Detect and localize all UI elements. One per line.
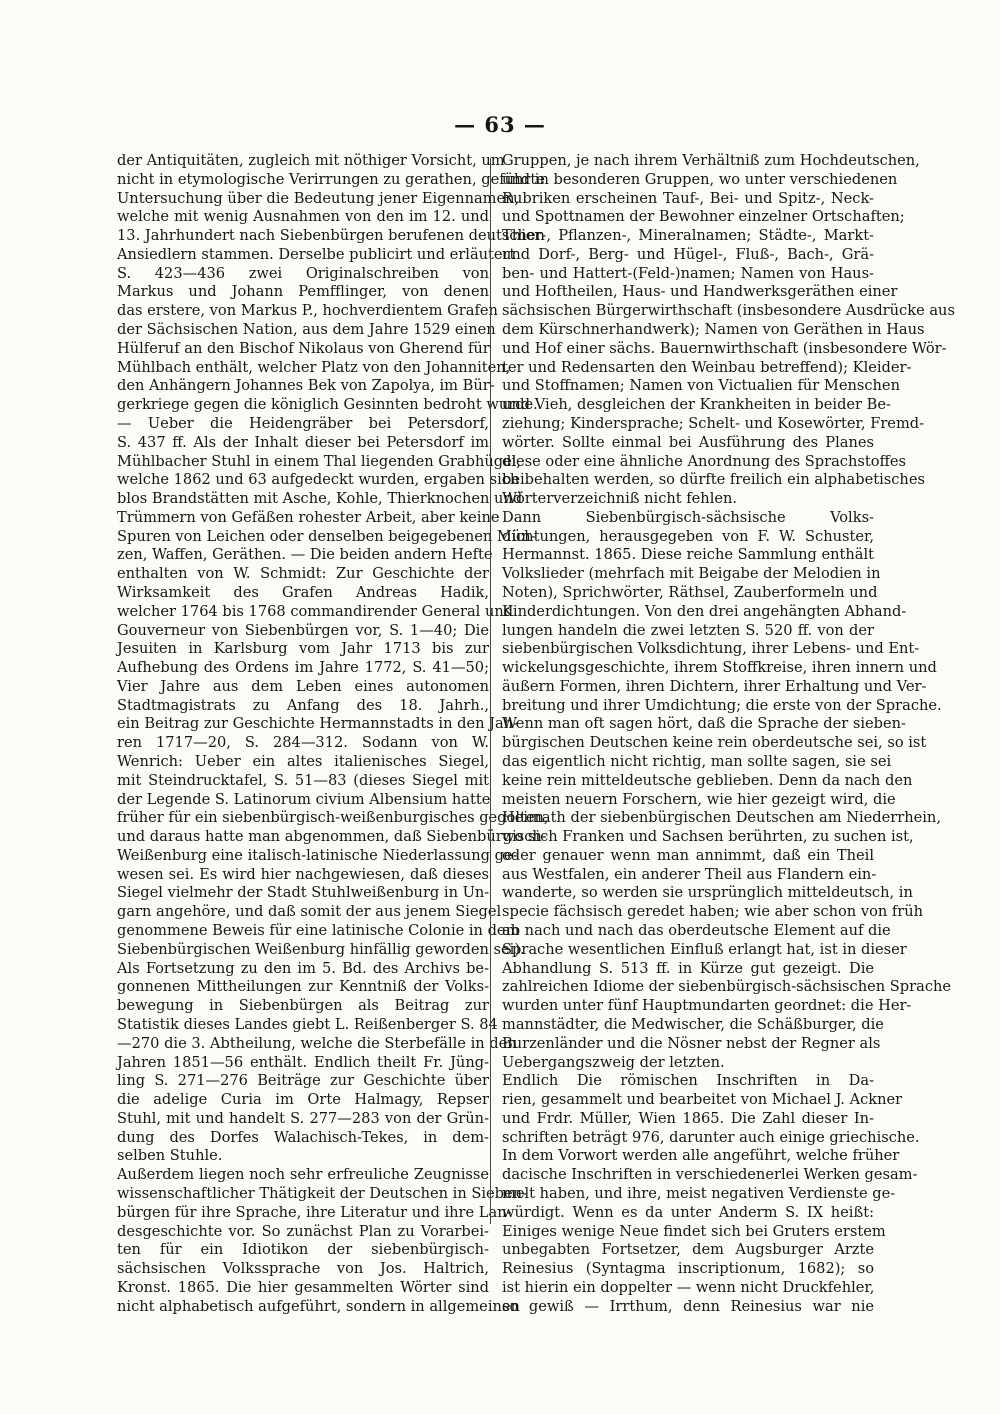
- text-line: Sprache wesentlichen Einfluß erlangt hat, ist in dieser: [502, 940, 907, 958]
- text-line: selben Stuhle.: [117, 1147, 223, 1165]
- text-line: Stadtmagistrats zu Anfang des 18. Jahrh.,: [117, 696, 489, 714]
- text-line: ziehung; Kindersprache; Schelt- und Kosewörter, Fremd-: [502, 414, 925, 432]
- text-line: enthalten von W. Schmidt: Zur Geschichte der: [117, 565, 489, 583]
- text-line: der Antiquitäten, zugleich mit nöthiger Vorsicht, um: [117, 152, 505, 169]
- text-line: welcher 1764 bis 1768 commandirender General und: [117, 602, 514, 620]
- text-line: Einiges wenige Neue findet sich bei Gruters erstem: [502, 1222, 886, 1240]
- text-line: Kinderdichtungen. Von den drei angehängten Abhand-: [502, 602, 907, 620]
- text-line: S. 423—436 zwei Originalschreiben von: [117, 264, 489, 282]
- text-line: gonnenen Mittheilungen zur Kenntniß der Volks-: [117, 978, 489, 996]
- text-line: genommene Beweis für eine latinische Colonie in dem: [117, 922, 520, 940]
- text-line: dem Kürschnerhandwerk); Namen von Geräthen in Haus: [502, 321, 925, 339]
- text-line: mannstädter, die Medwischer, die Schäßburger, die: [502, 1015, 884, 1033]
- text-line: Gruppen, je nach ihrem Verhältniß zum Hochdeutschen,: [502, 152, 920, 169]
- text-line: dichtungen, herausgegeben von F. W. Schuster,: [502, 527, 874, 545]
- text-line: oder genauer wenn man annimmt, daß ein Theil: [502, 846, 874, 864]
- text-line: würdigt. Wenn es da unter Anderm S. IX heißt:: [502, 1203, 874, 1221]
- text-line: melt haben, und ihre, meist negativen Verdienste ge-: [502, 1184, 896, 1202]
- text-line: ling S. 271—276 Beiträge zur Geschichte über: [117, 1072, 489, 1090]
- text-line: ab nach und nach das oberdeutsche Element auf die: [502, 922, 891, 940]
- text-line: sächsischen Volkssprache von Jos. Haltrich,: [117, 1260, 489, 1278]
- text-line: wörter. Sollte einmal bei Ausführung des Planes: [502, 433, 874, 451]
- text-line: Jesuiten in Karlsburg vom Jahr 1713 bis zur: [117, 640, 489, 658]
- text-line: und Dorf-, Berg- und Hügel-, Fluß-, Bach-, Grä-: [502, 245, 874, 263]
- text-line: gerkriege gegen die königlich Gesinnten bedroht wurde.: [117, 396, 538, 414]
- text-line: Jahren 1851—56 enthält. Endlich theilt Fr. Jüng-: [117, 1053, 489, 1071]
- text-line: desgeschichte vor. So zunächst Plan zu Vorarbei-: [117, 1222, 489, 1240]
- text-line: sächsischen Bürgerwirthschaft (insbesondere Ausdrücke aus: [502, 302, 955, 320]
- text-line: welche 1862 und 63 aufgedeckt wurden, ergaben sich: [117, 471, 520, 489]
- left-text-column: [117, 152, 549, 1316]
- text-line: ter und Redensarten den Weinbau betreffend); Kleider-: [502, 358, 912, 376]
- text-line: Volkslieder (mehrfach mit Beigabe der Melodien in: [502, 565, 881, 583]
- text-line: früher für ein siebenbürgisch-weißenburgisches gegolten,: [117, 809, 549, 827]
- text-line: Dann Siebenbürgisch-sächsische Volks-: [502, 508, 874, 526]
- text-line: Rubriken erscheinen Tauf-, Bei- und Spitz-, Neck-: [502, 189, 874, 207]
- text-line: und Vieh, desgleichen der Krankheiten in beider Be-: [502, 396, 891, 414]
- text-line: wurden unter fünf Hauptmundarten geordnet: die Her-: [502, 997, 912, 1015]
- text-line: Gouverneur von Siebenbürgen vor, S. 1—40; Die: [117, 621, 489, 639]
- text-line: Burzenländer und die Nösner nebst der Regner als: [502, 1034, 881, 1052]
- text-line: wesen sei. Es wird hier nachgewiesen, daß dieses: [117, 865, 489, 883]
- text-line: Wörterverzeichniß nicht fehlen.: [502, 490, 738, 508]
- text-line: die adelige Curia im Orte Halmagy, Repser: [117, 1091, 489, 1109]
- text-line: Mühlbacher Stuhl in einem Thal liegenden Grabhügel,: [117, 452, 522, 470]
- text-line: Vier Jahre aus dem Leben eines autonomen: [117, 677, 489, 695]
- text-line: specie fächsisch geredet haben; wie aber schon von früh: [502, 903, 924, 921]
- text-line: der Legende S. Latinorum civium Albensium hatte: [117, 790, 491, 808]
- text-line: schriften beträgt 976, darunter auch einige griechische.: [502, 1128, 920, 1146]
- text-line: dacische Inschriften in verschiedenerlei Werken gesam-: [502, 1166, 918, 1184]
- text-line: — Ueber die Heidengräber bei Petersdorf,: [117, 414, 489, 432]
- text-line: ben- und Hattert-(Feld-)namen; Namen von Haus-: [502, 264, 874, 282]
- text-line: Siegel vielmehr der Stadt Stuhlweißenburg in Un-: [117, 884, 490, 902]
- text-line: und in besonderen Gruppen, wo unter verschiedenen: [502, 170, 898, 188]
- text-line: Aufhebung des Ordens im Jahre 1772, S. 41—50;: [117, 659, 489, 677]
- text-line: Wenn man oft sagen hört, daß die Sprache der sieben-: [502, 715, 906, 733]
- text-line: und Frdr. Müller, Wien 1865. Die Zahl dieser In-: [502, 1109, 874, 1127]
- text-line: zen, Waffen, Geräthen. — Die beiden andern Hefte: [117, 546, 493, 564]
- text-line: bürgen für ihre Sprache, ihre Literatur und ihre Lan-: [117, 1203, 512, 1221]
- text-line: 13. Jahrhundert nach Siebenbürgen berufenen deutschen: [117, 227, 545, 245]
- text-line: lungen handeln die zwei letzten S. 520 ff. von der: [502, 621, 874, 639]
- text-line: wanderte, so werden sie ursprünglich mitteldeutsch, in: [502, 884, 913, 902]
- text-line: ist hierin ein doppelter — wenn nicht Druckfehler,: [502, 1278, 875, 1296]
- right-text-column: [502, 152, 955, 1316]
- text-line: Spuren von Leichen oder denselben beigegebenen Mün-: [117, 527, 536, 545]
- text-line: keine rein mitteldeutsche geblieben. Denn da nach den: [502, 771, 913, 789]
- page-number: — 63 —: [454, 112, 546, 137]
- text-line: und Stoffnamen; Namen von Victualien für Menschen: [502, 377, 900, 395]
- column-divider: [490, 158, 491, 1224]
- text-line: In dem Vorwort werden alle angeführt, welche früher: [502, 1147, 900, 1165]
- text-line: rien, gesammelt und bearbeitet von Michael J. Ackner: [502, 1091, 903, 1109]
- text-line: Uebergangszweig der letzten.: [502, 1053, 725, 1071]
- text-line: Stuhl, mit und handelt S. 277—283 von der Grün-: [117, 1109, 489, 1127]
- text-line: Siebenbürgischen Weißenburg hinfällig geworden sei).: [117, 940, 525, 958]
- text-line: ein Beitrag zur Geschichte Hermannstadts in den Jah-: [117, 715, 519, 733]
- text-line: —270 die 3. Abtheilung, welche die Sterbefälle in den: [117, 1034, 517, 1052]
- text-line: Markus und Johann Pemfflinger, von denen: [117, 283, 489, 301]
- text-line: und daraus hatte man abgenommen, daß Siebenbürgisch-: [117, 828, 547, 846]
- text-line: wickelungsgeschichte, ihrem Stoffkreise, ihren innern und: [502, 659, 937, 677]
- text-line: siebenbürgischen Volksdichtung, ihrer Lebens- und Ent-: [502, 640, 920, 658]
- text-line: Heimath der siebenbürgischen Deutschen am Niederrhein,: [502, 809, 941, 827]
- text-line: nicht in etymologische Verirrungen zu gerathen, geführte: [117, 170, 545, 188]
- text-line: beibehalten werden, so dürfte freilich ein alphabetisches: [502, 471, 925, 489]
- text-line: und Hoftheilen, Haus- und Handwerksgeräthen einer: [502, 283, 898, 301]
- text-line: blos Brandstätten mit Asche, Kohle, Thierknochen und: [117, 490, 523, 508]
- text-line: meisten neuern Forschern, wie hier gezeigt wird, die: [502, 790, 896, 808]
- text-line: der Sächsischen Nation, aus dem Jahre 1529 einen: [117, 321, 496, 339]
- text-line: Noten), Sprichwörter, Räthsel, Zauberformeln und: [502, 583, 878, 601]
- text-line: garn angehöre, und daß somit der aus jenem Siegel: [117, 903, 502, 921]
- text-line: ten für ein Idiotikon der siebenbürgisch-: [117, 1241, 489, 1259]
- text-line: mit Steindrucktafel, S. 51—83 (dieses Siegel mit: [117, 771, 489, 789]
- text-line: und Hof einer sächs. Bauernwirthschaft (insbesondere Wör-: [502, 339, 947, 357]
- text-line: nicht alphabetisch aufgeführt, sondern in allgemeinen: [117, 1297, 520, 1315]
- text-line: Wirksamkeit des Grafen Andreas Hadik,: [117, 583, 489, 601]
- text-line: das eigentlich nicht richtig, man sollte sagen, sie sei: [502, 753, 892, 770]
- text-line: S. 437 ff. Als der Inhalt dieser bei Petersdorf im: [117, 433, 489, 451]
- text-line: dung des Dorfes Walachisch-Tekes, in dem-: [117, 1128, 489, 1146]
- text-line: unbegabten Fortsetzer, dem Augsburger Arzte: [502, 1241, 874, 1259]
- text-line: Mühlbach enthält, welcher Platz von den Johanniten,: [117, 358, 511, 376]
- text-line: und Spottnamen der Bewohner einzelner Ortschaften;: [502, 208, 905, 226]
- text-line: Außerdem liegen noch sehr erfreuliche Zeugnisse: [117, 1166, 489, 1184]
- text-line: zahlreichen Idiome der siebenbürgisch-sächsischen Sprache: [502, 978, 952, 996]
- text-line: Als Fortsetzung zu den im 5. Bd. des Archivs be-: [117, 959, 489, 977]
- text-line: wissenschaftlicher Thätigkeit der Deutschen in Sieben-: [117, 1184, 527, 1202]
- text-line: Statistik dieses Landes giebt L. Reißenberger S. 84: [117, 1015, 498, 1033]
- text-line: den Anhängern Johannes Bek von Zapolya, im Bür-: [117, 377, 495, 395]
- text-line: äußern Formen, ihren Dichtern, ihrer Erhaltung und Ver-: [502, 677, 927, 695]
- text-line: Wenrich: Ueber ein altes italienisches Siegel,: [117, 753, 489, 770]
- text-line: diese oder eine ähnliche Anordnung des Sprachstoffes: [502, 452, 907, 470]
- text-line: Hermannst. 1865. Diese reiche Sammlung enthält: [502, 546, 874, 564]
- text-line: ren 1717—20, S. 284—312. Sodann von W.: [117, 734, 489, 752]
- text-line: Thier-, Pflanzen-, Mineralnamen; Städte-, Markt-: [502, 227, 874, 245]
- text-line: Ansiedlern stammen. Derselbe publicirt und erläutert: [117, 245, 516, 263]
- text-line: Endlich Die römischen Inschriften in Da-: [502, 1072, 874, 1090]
- text-line: so gewiß — Irrthum, denn Reinesius war nie: [502, 1297, 874, 1315]
- text-line: welche mit wenig Ausnahmen von den im 12. und: [117, 208, 489, 226]
- text-line: breitung und ihrer Umdichtung; die erste von der Sprache.: [502, 696, 942, 714]
- text-line: Untersuchung über die Bedeutung jener Eigennamen,: [117, 189, 520, 207]
- text-line: bürgischen Deutschen keine rein oberdeutsche sei, so ist: [502, 734, 927, 752]
- text-line: Abhandlung S. 513 ff. in Kürze gut gezeigt. Die: [502, 959, 874, 977]
- text-line: wo sich Franken und Sachsen berührten, zu suchen ist,: [502, 828, 914, 846]
- text-line: Reinesius (Syntagma inscriptionum, 1682); so: [502, 1260, 874, 1278]
- text-line: Hülferuf an den Bischof Nikolaus von Gherend für: [117, 339, 490, 357]
- text-line: bewegung in Siebenbürgen als Beitrag zur: [117, 997, 489, 1015]
- text-line: das erstere, von Markus P., hochverdientem Grafen: [117, 302, 498, 320]
- text-line: Kronst. 1865. Die hier gesammelten Wörter sind: [117, 1278, 489, 1296]
- text-line: Trümmern von Gefäßen rohester Arbeit, aber keine: [117, 508, 500, 526]
- text-line: aus Westfalen, ein anderer Theil aus Flandern ein-: [502, 865, 877, 883]
- text-line: Weißenburg eine italisch-latinische Niederlassung ge-: [117, 846, 518, 864]
